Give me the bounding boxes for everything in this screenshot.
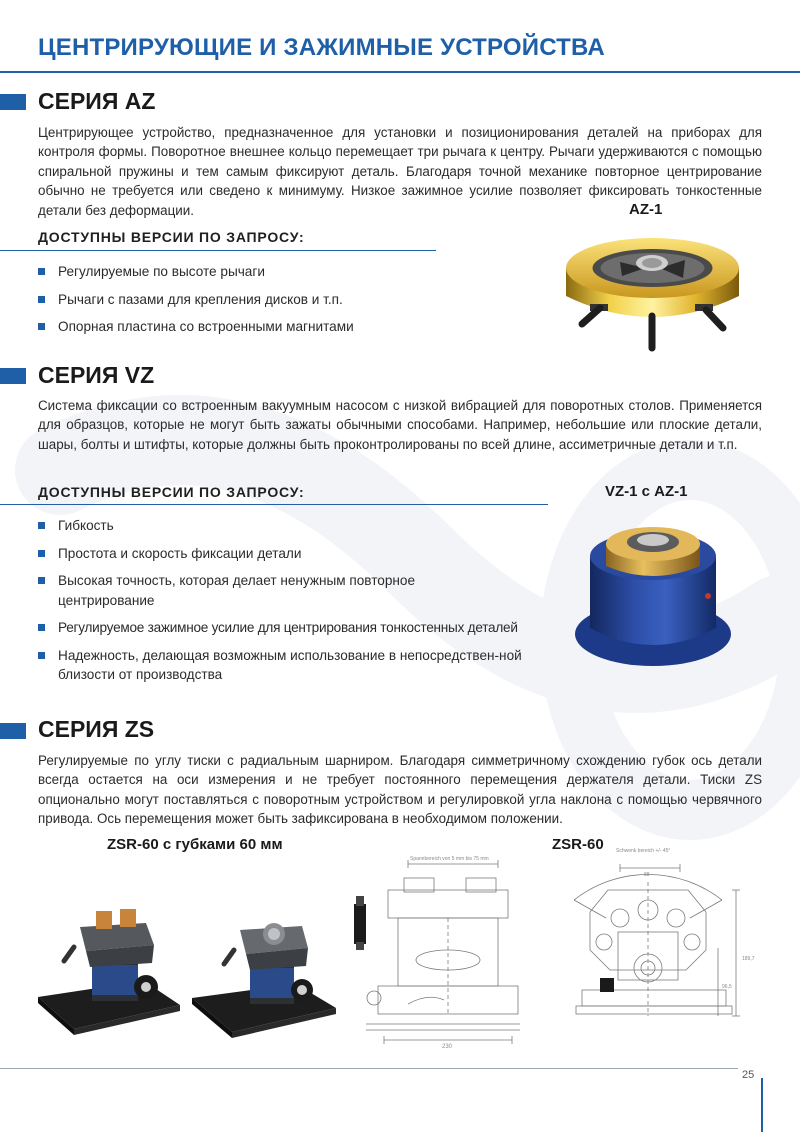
vz-options-list — [38, 516, 548, 685]
series-zs-description: Регулируемые по углу тиски с радиальным шарниром. Благодаря симметричному схождению губок ось детали всегда остается на оси измерения и не требует постоянного перемещения держателя детали. Тиски ZS опционально могут поставляться с поворотным устройством и регулировкой угла наклона с помощью червячного привода. Ось перемещения может быть зафиксирована в необходимом положении. — [38, 753, 762, 827]
list-item: Высокая точность, которая делает ненужным повторное центрирование — [38, 571, 478, 610]
width-dimension-label: 230 — [442, 1044, 453, 1048]
zsr60-front-drawing — [348, 848, 530, 1048]
zsr60-vise-photo-side — [190, 910, 340, 1038]
bullet-square-icon — [38, 577, 45, 584]
series-az-description: Центрирующее устройство, предназначенное для установки и позиционирования деталей на приборах для контроля формы. Поворотное внешнее кольцо перемещает три рычага к центру. Рычаги удерживаются с помощью спиральной пружины и тем самым фиксируют деталь. Благодаря точной механике повторное центрирование обычно не требуется или сведено к минимуму. Низкое зажимное усилие позволяет фиксировать тонкостенные детали без деформации. — [38, 125, 762, 218]
list-item: Регулируемые по высоте рычаги — [38, 262, 458, 282]
vz1-device-photo — [568, 516, 738, 676]
title-divider — [0, 71, 800, 73]
page-number: 25 — [742, 1069, 755, 1081]
list-item: Опорная пластина со встроенными магнитами — [38, 317, 458, 337]
page-title: ЦЕНТРИРУЮЩИЕ И ЗАЖИМНЫЕ УСТРОЙСТВА — [38, 34, 605, 61]
section-marker-zs — [0, 723, 26, 739]
list-item: Рычаги с пазами для крепления дисков и т.п. — [38, 290, 458, 310]
swivel-range-label: Schwenk bereich +/- 45° — [616, 848, 671, 854]
section-marker-vz — [0, 368, 26, 384]
bullet-square-icon — [38, 296, 45, 303]
list-item: Регулируемое зажимное усилие для центрирования тонкостенных деталей — [38, 618, 548, 638]
series-zs-heading: СЕРИЯ ZS — [38, 716, 155, 742]
az-options-list — [38, 262, 458, 337]
jaw-range-label: Spannbereich von 5 mm bis 75 mm — [410, 856, 489, 862]
section-marker-az — [0, 94, 26, 110]
bullet-square-icon — [38, 522, 45, 529]
az-options-heading: ДОСТУПНЫ ВЕРСИИ ПО ЗАПРОСУ: — [38, 229, 305, 245]
bullet-square-icon — [38, 268, 45, 275]
az1-caption: AZ-1 — [629, 201, 663, 218]
height-dimension-b-label: 96,5 — [722, 984, 732, 990]
vz-options-divider — [0, 504, 548, 505]
footer-divider — [0, 1068, 738, 1069]
footer-accent-line — [761, 1078, 763, 1132]
list-item: Гибкость — [38, 516, 548, 536]
bullet-square-icon — [38, 652, 45, 659]
bullet-square-icon — [38, 323, 45, 330]
top-dimension-label: 88 — [644, 872, 650, 878]
list-item: Надежность, делающая возможным использование в непосредствен-ной близости от производства — [38, 646, 538, 685]
zsr60-vise-photo-front — [34, 905, 184, 1035]
vz1-caption: VZ-1 с AZ-1 — [605, 483, 688, 500]
zsr60-photo-caption: ZSR-60 с губками 60 мм — [107, 836, 283, 853]
bullet-square-icon — [38, 624, 45, 631]
az1-device-photo — [560, 216, 745, 358]
zsr60-drawing-caption: ZSR-60 — [552, 836, 604, 853]
bullet-square-icon — [38, 550, 45, 557]
series-az-heading: СЕРИЯ AZ — [38, 88, 156, 114]
zsr60-side-drawing — [546, 840, 762, 1040]
height-dimension-a-label: 189,7 — [742, 956, 755, 962]
list-item: Простота и скорость фиксации детали — [38, 544, 548, 564]
az-options-divider — [0, 250, 436, 251]
series-vz-description: Система фиксации со встроенным вакуумным насосом с низкой вибрацией для поворотных столов. Применяется для образцов, которые не могут быть зажаты обычными способами. Например, небольшие или плоские детали, шары, болты и штифты, которые должны быть проконтролированы по всей длине, ассиметричные детали и т.п. — [38, 398, 762, 452]
vz-options-heading: ДОСТУПНЫ ВЕРСИИ ПО ЗАПРОСУ: — [38, 484, 305, 500]
series-vz-heading: СЕРИЯ VZ — [38, 362, 155, 388]
